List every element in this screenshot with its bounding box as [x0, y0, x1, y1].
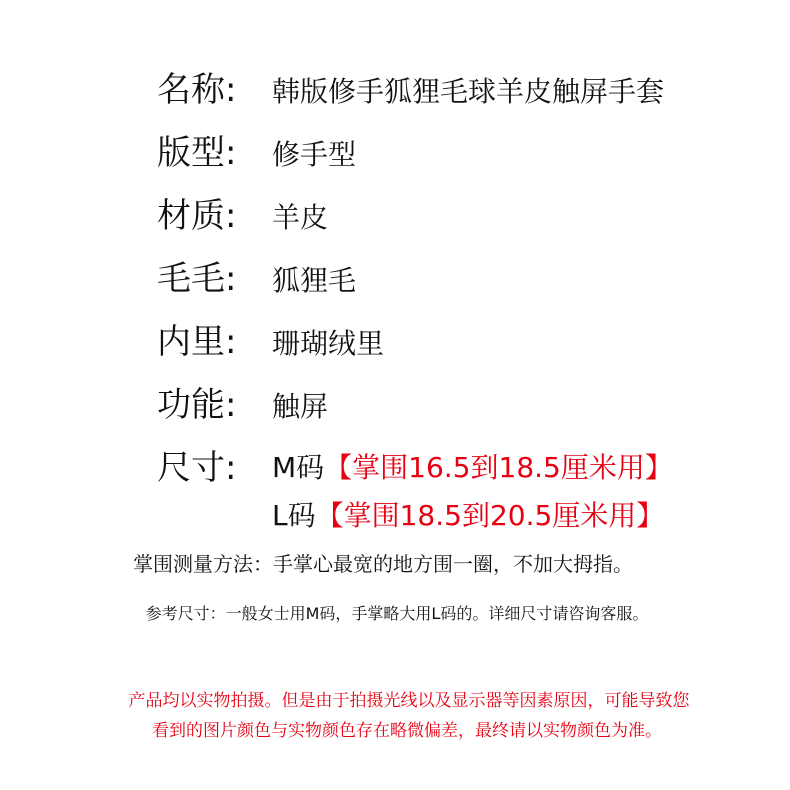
- size-range-l: 【掌围18.5到20.5厘米用】: [315, 499, 665, 532]
- size-range-m: 【掌围16.5到18.5厘米用】: [324, 451, 673, 484]
- spec-row-fit: [0, 131, 790, 179]
- spec-label-fit: 版型:: [157, 133, 237, 173]
- spec-value-fur: 狐狸毛: [272, 264, 357, 297]
- spec-label-lining: 内里:: [157, 322, 237, 362]
- disclaimer-line-2: 看到的图片颜色与实物颜色存在略微偏差，最终请以实物颜色为准。: [152, 721, 662, 741]
- spec-row-lining: [0, 320, 790, 368]
- spec-value-lining: 珊瑚绒里: [272, 327, 385, 360]
- spec-value-function: 触屏: [272, 390, 329, 423]
- spec-label-function: 功能:: [157, 385, 237, 425]
- spec-value-name: 韩版修手狐狸毛球羊皮触屏手套: [272, 75, 665, 108]
- spec-label-material: 材质:: [157, 196, 237, 236]
- spec-row-fur: [0, 257, 790, 305]
- spec-label-name: 名称:: [157, 70, 237, 110]
- spec-value-fit: 修手型: [272, 138, 357, 171]
- disclaimer-line-1: 产品均以实物拍摄。但是由于拍摄光线以及显示器等因素原因，可能导致您: [128, 691, 690, 711]
- spec-row-name: [0, 68, 790, 116]
- spec-value-material: 羊皮: [272, 201, 329, 234]
- size-code-m: M码: [272, 451, 325, 484]
- spec-row-material: [0, 194, 790, 242]
- reference-note: 参考尺寸：一般女士用M码，手掌略大用L码的。详细尺寸请咨询客服。: [145, 604, 649, 623]
- spec-label-fur: 毛毛:: [157, 259, 237, 299]
- size-option-l: [272, 496, 664, 536]
- size-option-m: [272, 448, 673, 488]
- spec-row-function: [0, 383, 790, 431]
- size-code-l: L码: [272, 499, 316, 532]
- measure-note: 掌围测量方法：手掌心最宽的地方围一圈，不加大拇指。: [133, 552, 633, 576]
- spec-label-size: 尺寸:: [157, 448, 237, 488]
